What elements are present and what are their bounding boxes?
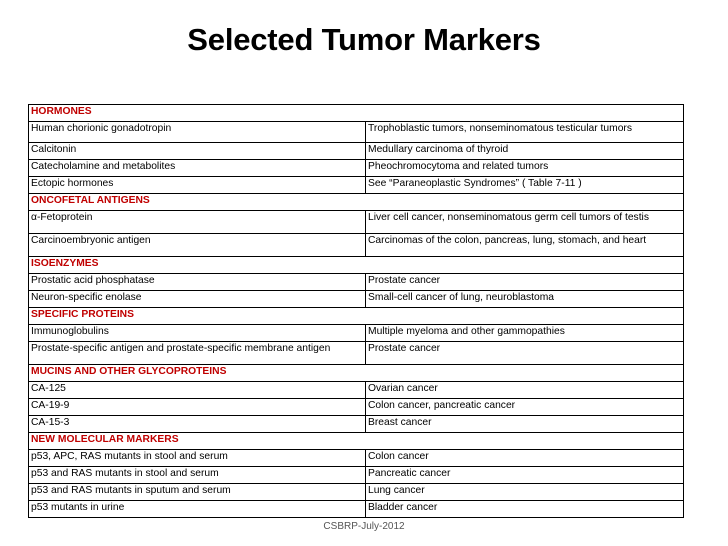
- cancer-cell: Liver cell cancer, nonseminomatous germ cell tumors of testis: [366, 211, 684, 234]
- table-row: [29, 484, 684, 501]
- cancer-cell: Carcinomas of the colon, pancreas, lung, stomach, and heart: [366, 234, 684, 257]
- table-row: [29, 416, 684, 433]
- section-header-label: NEW MOLECULAR MARKERS: [29, 433, 684, 450]
- cancer-cell: Medullary carcinoma of thyroid: [366, 143, 684, 160]
- marker-cell: Ectopic hormones: [29, 177, 366, 194]
- table-row: [29, 399, 684, 416]
- marker-cell: Prostatic acid phosphatase: [29, 274, 366, 291]
- cancer-cell: Multiple myeloma and other gammopathies: [366, 325, 684, 342]
- cancer-cell: Ovarian cancer: [366, 382, 684, 399]
- cancer-cell: See “Paraneoplastic Syndromes” ( Table 7-11 ): [366, 177, 684, 194]
- slide-footer: CSBRP-July-2012: [323, 521, 405, 532]
- cancer-cell: Pancreatic cancer: [366, 467, 684, 484]
- section-header-row: [29, 433, 684, 450]
- table-row: [29, 342, 684, 365]
- cancer-cell: Breast cancer: [366, 416, 684, 433]
- marker-cell: p53, APC, RAS mutants in stool and serum: [29, 450, 366, 467]
- table-row: [29, 291, 684, 308]
- table-row: [29, 122, 684, 143]
- marker-cell: p53 mutants in urine: [29, 501, 366, 518]
- cancer-cell: Pheochromocytoma and related tumors: [366, 160, 684, 177]
- cancer-cell: Bladder cancer: [366, 501, 684, 518]
- table-row: [29, 450, 684, 467]
- cancer-cell: Small-cell cancer of lung, neuroblastoma: [366, 291, 684, 308]
- marker-cell: Carcinoembryonic antigen: [29, 234, 366, 257]
- section-header-label: MUCINS AND OTHER GLYCOPROTEINS: [29, 365, 684, 382]
- cancer-cell: Lung cancer: [366, 484, 684, 501]
- section-header-row: [29, 365, 684, 382]
- table-row: [29, 234, 684, 257]
- section-header-row: [29, 308, 684, 325]
- marker-cell: Prostate-specific antigen and prostate-specific membrane antigen: [29, 342, 366, 365]
- table-row: [29, 274, 684, 291]
- table-row: [29, 467, 684, 484]
- table-row: [29, 501, 684, 518]
- slide-title: Selected Tumor Markers: [187, 22, 541, 57]
- marker-cell: p53 and RAS mutants in sputum and serum: [29, 484, 366, 501]
- cancer-cell: Prostate cancer: [366, 342, 684, 365]
- section-header-row: [29, 105, 684, 122]
- marker-cell: CA-15-3: [29, 416, 366, 433]
- tumor-markers-table: [28, 104, 684, 518]
- table-row: [29, 211, 684, 234]
- marker-cell: Calcitonin: [29, 143, 366, 160]
- cancer-cell: Colon cancer, pancreatic cancer: [366, 399, 684, 416]
- tumor-markers-table-body: [29, 105, 684, 518]
- marker-cell: α-Fetoprotein: [29, 211, 366, 234]
- marker-cell: Immunoglobulins: [29, 325, 366, 342]
- table-row: [29, 325, 684, 342]
- cancer-cell: Prostate cancer: [366, 274, 684, 291]
- section-header-label: HORMONES: [29, 105, 684, 122]
- table-row: [29, 143, 684, 160]
- marker-cell: Neuron-specific enolase: [29, 291, 366, 308]
- marker-cell: CA-19-9: [29, 399, 366, 416]
- section-header-row: [29, 194, 684, 211]
- section-header-row: [29, 257, 684, 274]
- section-header-label: ISOENZYMES: [29, 257, 684, 274]
- table-row: [29, 177, 684, 194]
- section-header-label: ONCOFETAL ANTIGENS: [29, 194, 684, 211]
- marker-cell: Human chorionic gonadotropin: [29, 122, 366, 143]
- marker-cell: CA-125: [29, 382, 366, 399]
- cancer-cell: Trophoblastic tumors, nonseminomatous testicular tumors: [366, 122, 684, 143]
- cancer-cell: Colon cancer: [366, 450, 684, 467]
- section-header-label: SPECIFIC PROTEINS: [29, 308, 684, 325]
- table-row: [29, 382, 684, 399]
- marker-cell: p53 and RAS mutants in stool and serum: [29, 467, 366, 484]
- table-row: [29, 160, 684, 177]
- marker-cell: Catecholamine and metabolites: [29, 160, 366, 177]
